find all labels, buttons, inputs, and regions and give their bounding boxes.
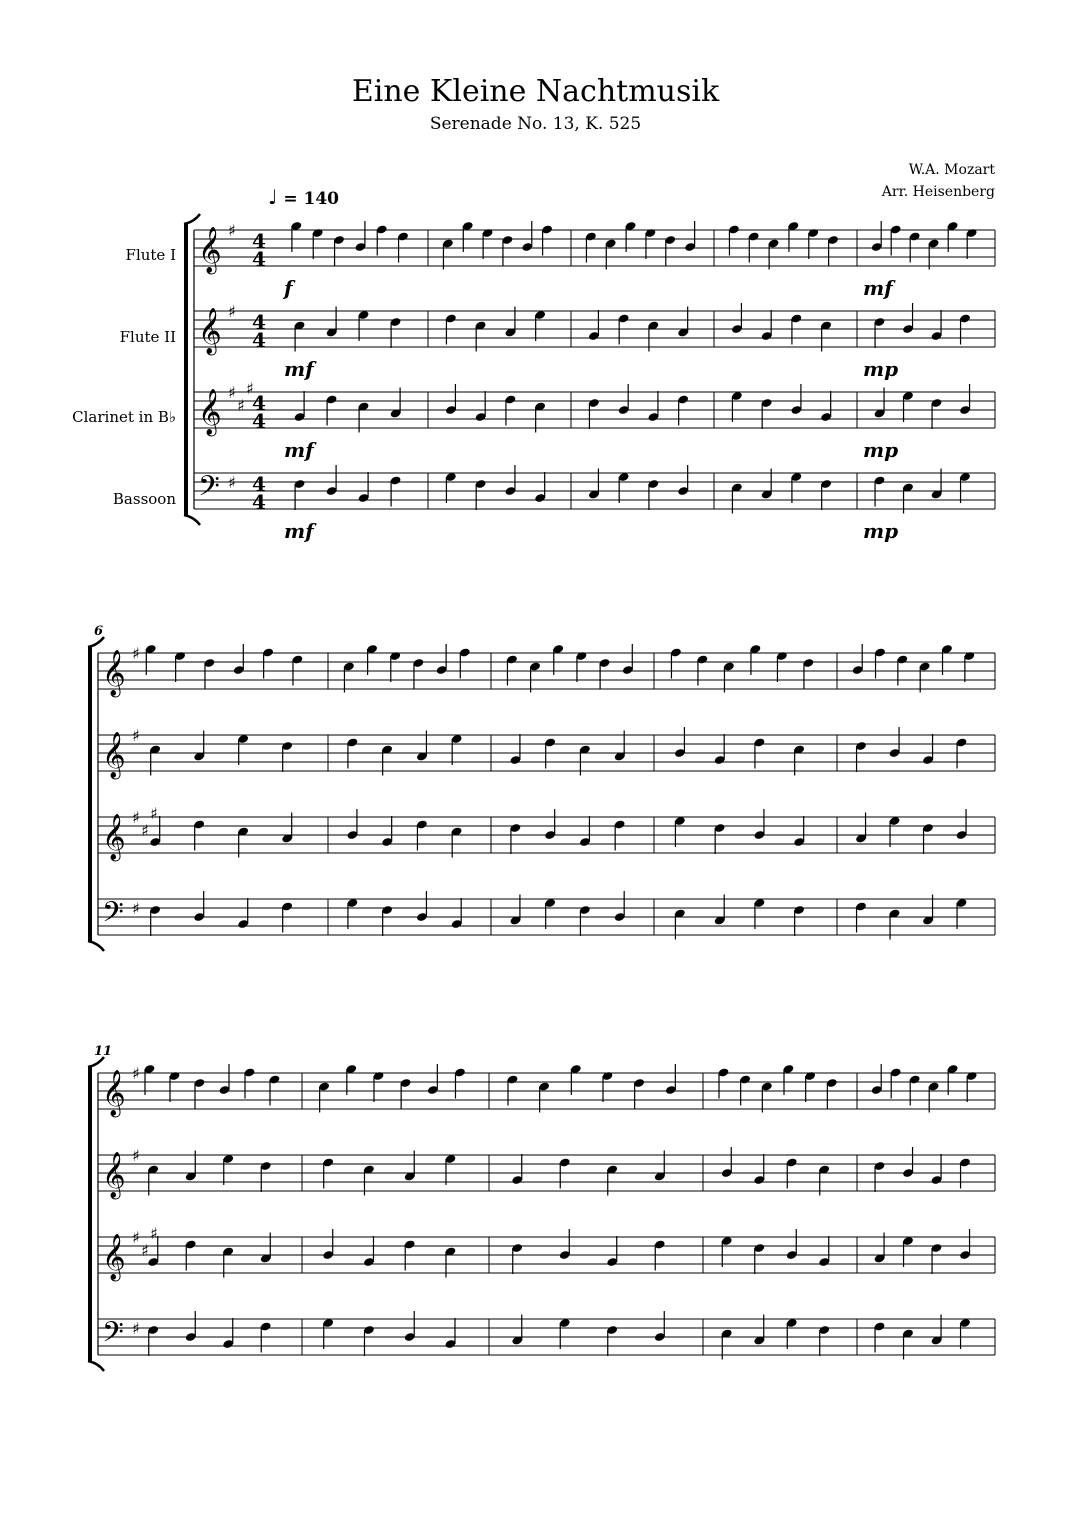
- dynamic-marking: mf: [863, 276, 893, 300]
- key-signature-sharp: ♯: [228, 302, 236, 321]
- measure-number: 11: [94, 1044, 113, 1059]
- treble-clef-icon: 𝄞: [198, 389, 222, 435]
- dynamic-marking: mp: [863, 357, 899, 381]
- key-signature-sharp: ♯: [228, 473, 236, 492]
- key-signature-sharp: ♯: [150, 1224, 158, 1243]
- time-signature-numerator: 4: [252, 229, 266, 253]
- bracket-hook-top: [184, 214, 200, 224]
- dynamic-marking: mf: [284, 438, 314, 462]
- time-signature-numerator: 4: [252, 391, 266, 415]
- bracket-hook-bottom: [88, 1361, 104, 1371]
- time-signature-numerator: 4: [252, 310, 266, 334]
- dynamic-marking: mf: [284, 519, 314, 543]
- treble-clef-icon: 𝄞: [102, 814, 126, 860]
- time-signature-denominator: 4: [252, 409, 266, 433]
- key-signature-sharp: ♯: [237, 396, 245, 415]
- instrument-label-flute1: Flute I: [125, 246, 176, 264]
- key-signature-sharp: ♯: [132, 1064, 140, 1083]
- key-signature-sharp: ♯: [132, 1319, 140, 1338]
- time-signature-denominator: 4: [252, 247, 266, 271]
- quarter-note-icon: ♩: [268, 185, 278, 209]
- treble-clef-icon: 𝄞: [102, 1152, 126, 1198]
- dynamic-marking: f: [284, 276, 293, 300]
- bracket-hook-bottom: [88, 941, 104, 951]
- bracket-hook-bottom: [184, 515, 200, 525]
- key-signature-sharp: ♯: [141, 821, 149, 840]
- score-subtitle: Serenade No. 13, K. 525: [429, 114, 642, 134]
- dynamic-marking: mp: [863, 438, 899, 462]
- treble-clef-icon: 𝄞: [102, 1070, 126, 1116]
- treble-clef-icon: 𝄞: [198, 308, 222, 354]
- key-signature-sharp: ♯: [132, 808, 140, 827]
- time-signature-denominator: 4: [252, 328, 266, 352]
- treble-clef-icon: 𝄞: [102, 650, 126, 696]
- tempo-value: = 140: [283, 189, 340, 209]
- key-signature-sharp: ♯: [141, 1241, 149, 1260]
- instrument-label-flute2: Flute II: [119, 328, 176, 346]
- key-signature-sharp: ♯: [132, 644, 140, 663]
- bass-clef-icon: 𝄢: [102, 896, 124, 936]
- instrument-label-clarinet: Clarinet in B♭: [72, 408, 176, 426]
- key-signature-sharp: ♯: [150, 804, 158, 823]
- key-signature-sharp: ♯: [246, 379, 254, 398]
- key-signature-sharp: ♯: [228, 221, 236, 240]
- key-signature-sharp: ♯: [228, 383, 236, 402]
- system-bracket: [88, 647, 92, 941]
- measure-number: 6: [94, 624, 104, 639]
- score-title: Eine Kleine Nachtmusik: [351, 74, 720, 109]
- arranger-credit: Arr. Heisenberg: [881, 184, 995, 200]
- treble-clef-icon: 𝄞: [198, 227, 222, 273]
- dynamic-marking: mp: [863, 519, 899, 543]
- system-bracket: [88, 1067, 92, 1361]
- dynamic-marking: mf: [284, 357, 314, 381]
- bass-clef-icon: 𝄢: [198, 470, 220, 510]
- time-signature-numerator: 4: [252, 472, 266, 496]
- treble-clef-icon: 𝄞: [102, 732, 126, 778]
- bass-clef-icon: 𝄢: [102, 1316, 124, 1356]
- key-signature-sharp: ♯: [132, 899, 140, 918]
- key-signature-sharp: ♯: [132, 1228, 140, 1247]
- composer-credit: W.A. Mozart: [908, 162, 995, 178]
- treble-clef-icon: 𝄞: [102, 1234, 126, 1280]
- key-signature-sharp: ♯: [132, 1146, 140, 1165]
- key-signature-sharp: ♯: [132, 726, 140, 745]
- time-signature-denominator: 4: [252, 490, 266, 514]
- system-bracket: [184, 224, 188, 515]
- instrument-label-bassoon: Bassoon: [112, 490, 176, 508]
